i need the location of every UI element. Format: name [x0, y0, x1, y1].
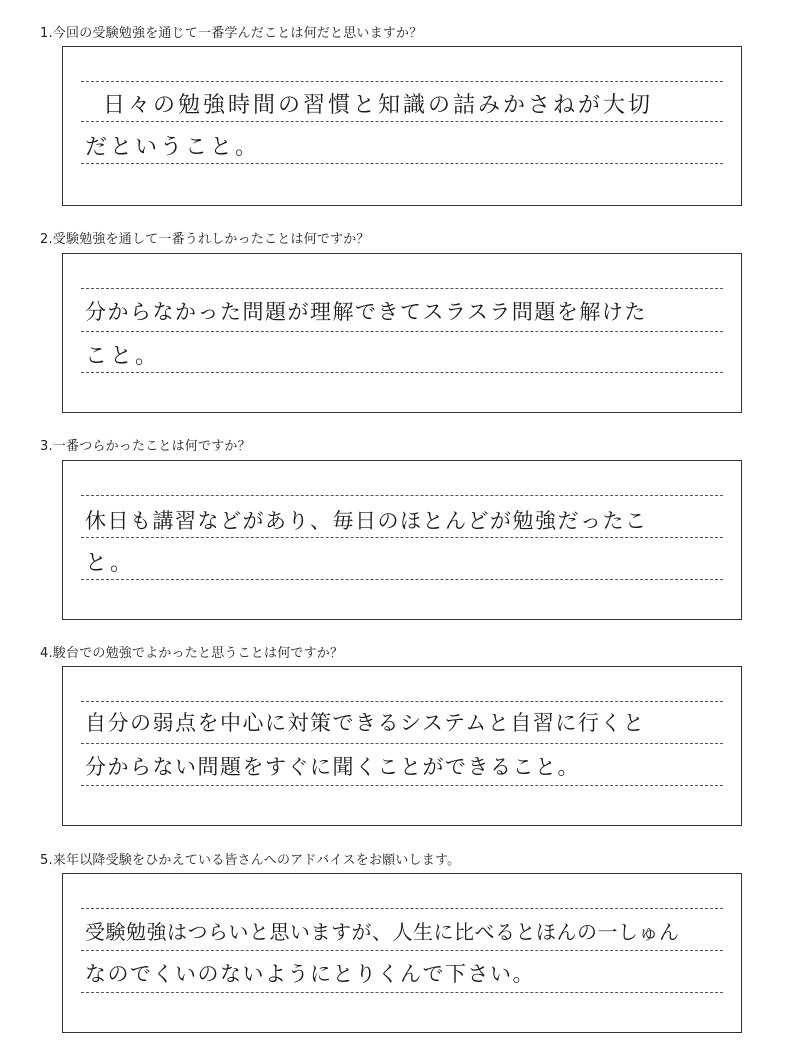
question-4-label: 4.駿台での勉強でよかったと思うことは何ですか？ — [40, 646, 344, 661]
answer-5-line-2: なのでくいのないようにとりくんで下さい。 — [85, 962, 535, 986]
answer-2-line-2: こと。 — [85, 344, 161, 369]
ruled-line — [81, 743, 723, 744]
question-3-label: 3.一番つらかったことは何ですか？ — [40, 439, 251, 454]
ruled-line — [81, 288, 723, 289]
answer-2-line-1: 分からなかった問題が理解できてスラスラ問題を解けた — [85, 300, 647, 324]
ruled-line — [81, 579, 723, 580]
question-1-label: 1.今回の受験勉強を通じて一番学んだことは何だと思いますか？ — [40, 26, 423, 41]
ruled-line — [81, 495, 723, 496]
answer-box-5 — [62, 873, 742, 1033]
answer-box-2 — [62, 253, 742, 413]
answer-1-line-1: 日々の勉強時間の習慣と知識の詰みかさねが大切 — [103, 93, 654, 118]
ruled-line — [81, 163, 723, 164]
question-5-label: 5.来年以降受験をひかえている皆さんへのアドバイスをお願いします。 — [40, 853, 461, 868]
answer-3-line-2: と。 — [85, 551, 136, 576]
ruled-line — [81, 537, 723, 538]
ruled-line — [81, 701, 723, 702]
ruled-line — [81, 372, 723, 373]
answer-box-1 — [62, 46, 742, 206]
answer-5-line-1: 受験勉強はつらいと思いますが、人生に比べるとほんの一しゅん — [85, 920, 680, 944]
question-2-label: 2.受験勉強を通して一番うれしかったことは何ですか？ — [40, 232, 370, 247]
answer-4-line-1: 自分の弱点を中心に対策できるシステムと自習に行くと — [85, 711, 646, 735]
answer-1-line-2: だということ。 — [85, 135, 261, 160]
ruled-line — [81, 121, 723, 122]
ruled-line — [81, 992, 723, 993]
answer-4-line-2: 分からない問題をすぐに聞くことができること。 — [85, 755, 580, 779]
answer-box-3 — [62, 460, 742, 620]
answer-box-4 — [62, 666, 742, 826]
ruled-line — [81, 331, 723, 332]
ruled-line — [81, 81, 723, 82]
answer-3-line-1: 休日も講習などがあり、毎日のほとんどが勉強だったこ — [85, 509, 648, 533]
ruled-line — [81, 785, 723, 786]
ruled-line — [81, 950, 723, 951]
ruled-line — [81, 908, 723, 909]
